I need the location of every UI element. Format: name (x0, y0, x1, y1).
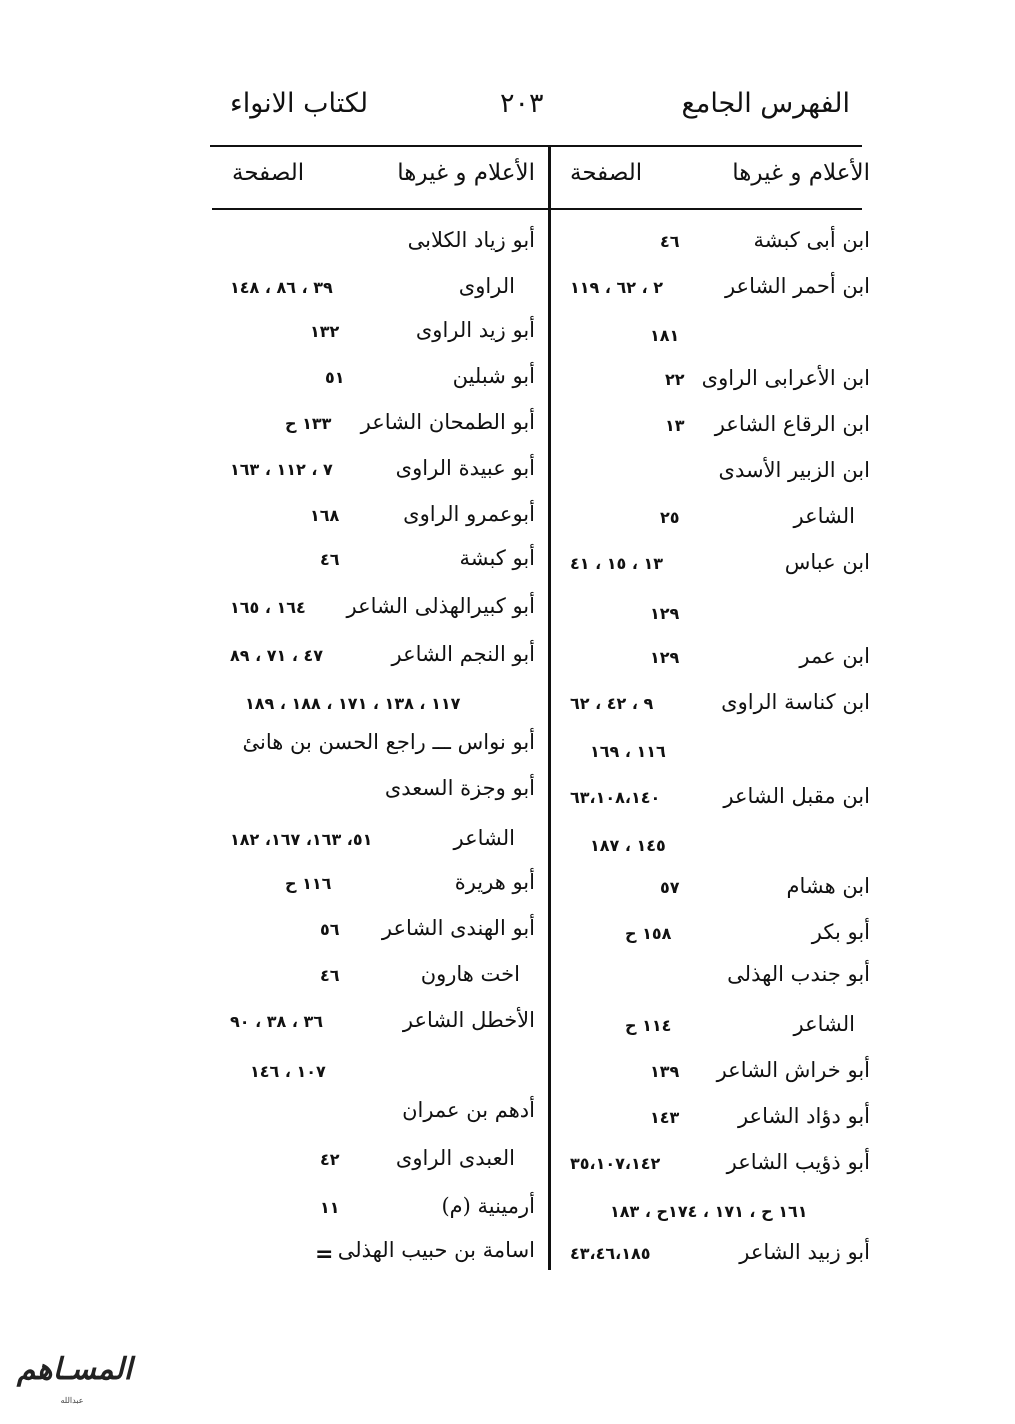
entry-pages: ٣٦ ، ٣٨ ، ٩٠ (230, 1012, 324, 1031)
entry-name: أبو نواس ـــ راجع الحسن بن هانئ (242, 730, 535, 754)
entry-name: أبو شبلين (452, 364, 535, 388)
entry-pages: ١٣٩ (650, 1062, 680, 1081)
index-entry (560, 228, 870, 268)
entry-pages: ٥١ (325, 368, 345, 387)
entry-pages: ١٢٩ (650, 604, 680, 623)
entry-name: ابن الرقاع الشاعر (714, 412, 870, 436)
entry-name: أبو النجم الشاعر (391, 642, 535, 666)
index-entry (560, 550, 870, 590)
index-entry (560, 322, 870, 362)
entry-pages: ٣٥،١٠٧،١٤٢ (570, 1154, 661, 1173)
entry-pages: ١٠٧ ، ١٤٦ (250, 1062, 326, 1081)
stamp-title: المسـاهم (16, 1352, 133, 1387)
entry-name: أبو عبيدة الراوى (395, 456, 535, 480)
entry-pages: ١٣٣ ح (285, 414, 332, 433)
entry-pages: ٣٩ ، ٨٦ ، ١٤٨ (230, 278, 333, 297)
entry-pages: ١٨١ (650, 326, 680, 345)
entry-pages: = (315, 1242, 335, 1267)
stamp-subtitle: عبدالله (60, 1396, 84, 1405)
page-number: ٢٠٣ (500, 88, 544, 119)
entry-pages: ٤٣،٤٦،١٨٥ (570, 1244, 651, 1263)
entry-name: أبو زيد الراوى (415, 318, 535, 342)
index-entry (220, 1058, 535, 1098)
index-entry (220, 546, 535, 586)
index-entry (560, 784, 870, 824)
entry-pages: ٢ ، ٦٢ ، ١١٩ (570, 278, 664, 297)
entry-pages: ٢٢ (665, 370, 685, 389)
index-entry (560, 1012, 870, 1052)
index-entry (220, 594, 535, 634)
entry-pages: ١١٦ ، ١٦٩ (590, 742, 666, 761)
left-names-header: الأعلام و غيرها (397, 160, 535, 186)
index-entry (220, 962, 535, 1002)
index-entry (220, 1146, 535, 1186)
index-entry (220, 730, 535, 770)
entry-pages: ٤٦ (660, 232, 680, 251)
index-entry (220, 318, 535, 358)
entry-pages: ١١ (320, 1198, 340, 1217)
entry-name: أرمينية (م) (441, 1194, 535, 1218)
entry-name: أبو بكر (811, 920, 870, 944)
index-entry (220, 1008, 535, 1048)
entry-name: أبو جندب الهذلى (727, 962, 870, 986)
index-entry (220, 228, 535, 268)
entry-pages: ١٣ ، ١٥ ، ٤١ (570, 554, 664, 573)
index-entry (220, 642, 535, 682)
entry-pages: ٤٦ (320, 550, 340, 569)
entry-name: أبوعمرو الراوى (403, 502, 535, 526)
entry-pages: ٥١، ١٦٣، ١٦٧، ١٨٢ (230, 830, 373, 849)
entry-name: ابن مقبل الشاعر (723, 784, 870, 808)
entry-name: ابن كناسة الراوى (721, 690, 870, 714)
left-pages-header: الصفحة (232, 160, 305, 186)
index-entry (560, 1198, 870, 1238)
index-entry (220, 274, 535, 314)
entry-name: اخت هارون (420, 962, 520, 986)
index-entry (220, 916, 535, 956)
entry-name: أبو الهندى الشاعر (381, 916, 535, 940)
index-entry (220, 456, 535, 496)
entry-name: ابن هشام (786, 874, 870, 898)
entry-pages: ١٢٩ (650, 648, 680, 667)
index-entry (560, 458, 870, 498)
entry-name: أبو خراش الشاعر (716, 1058, 870, 1082)
entry-name: أبو دؤاد الشاعر (737, 1104, 870, 1128)
entry-name: الشاعر (793, 1012, 855, 1036)
entry-name: الشاعر (453, 826, 515, 850)
entry-name: أبو هريرة (454, 870, 535, 894)
index-entry (220, 1194, 535, 1234)
entry-name: اسامة بن حبيب الهذلى (337, 1238, 535, 1262)
entry-pages: ٩ ، ٤٢ ، ٦٢ (570, 694, 654, 713)
entry-pages: ١١٤ ح (625, 1016, 672, 1035)
index-entry (560, 1104, 870, 1144)
library-stamp (12, 1340, 137, 1410)
entry-pages: ١١٧ ، ١٣٨ ، ١٧١ ، ١٨٨ ، ١٨٩ (245, 694, 461, 713)
entry-name: ابن الأعرابى الراوى (701, 366, 870, 390)
index-entry (220, 776, 535, 816)
top-rule (210, 145, 862, 147)
index-entry (560, 962, 870, 1002)
index-entry (560, 1240, 870, 1280)
index-entry (220, 690, 535, 730)
entry-pages: ١٤٥ ، ١٨٧ (590, 836, 666, 855)
index-entry (560, 1150, 870, 1190)
index-entry (220, 826, 535, 866)
entry-pages: ٥٦ (320, 920, 340, 939)
entry-name: الراوى (458, 274, 515, 298)
index-entry (220, 502, 535, 542)
index-entry (560, 274, 870, 314)
right-pages-header: الصفحة (570, 160, 643, 186)
entry-pages: ٤٢ (320, 1150, 340, 1169)
entry-name: أبو زياد الكلابى (407, 228, 535, 252)
entry-pages: ٤٦ (320, 966, 340, 985)
entry-pages: ١٥٨ ح (625, 924, 672, 943)
running-head-book: لكتاب الانواء (230, 88, 369, 119)
entry-name: أبو كبشة (459, 546, 535, 570)
right-names-header: الأعلام و غيرها (732, 160, 870, 186)
entry-pages: ١٣٢ (310, 322, 340, 341)
entry-name: الأخطل الشاعر (402, 1008, 535, 1032)
index-entry (560, 874, 870, 914)
entry-pages: ٥٧ (660, 878, 680, 897)
index-entry (560, 920, 870, 960)
index-entry (220, 1238, 535, 1278)
index-entry (560, 738, 870, 778)
entry-name: الشاعر (793, 504, 855, 528)
entry-name: أبو الطمحان الشاعر (360, 410, 535, 434)
entry-pages: ١٦٤ ، ١٦٥ (230, 598, 306, 617)
entry-name: ابن عباس (784, 550, 870, 574)
index-entry (560, 832, 870, 872)
entry-name: ابن الزبير الأسدى (718, 458, 870, 482)
index-entry (560, 600, 870, 640)
entry-pages: ٢٥ (660, 508, 680, 527)
running-head (210, 88, 860, 128)
index-entry (560, 412, 870, 452)
index-entry (560, 644, 870, 684)
index-entry (560, 504, 870, 544)
entry-name: أبو وجزة السعدى (384, 776, 535, 800)
entry-pages: ٧ ، ١١٢ ، ١٦٣ (230, 460, 333, 479)
entry-name: العبدى الراوى (395, 1146, 515, 1170)
entry-name: ابن عمر (799, 644, 870, 668)
index-entry (220, 870, 535, 910)
index-entry (220, 364, 535, 404)
index-entry (560, 366, 870, 406)
entry-pages: ٤٧ ، ٧١ ، ٨٩ (230, 646, 324, 665)
index-entry (220, 1098, 535, 1138)
entry-pages: ١٣ (665, 416, 685, 435)
entry-name: أبو كبيرالهذلى الشاعر (346, 594, 535, 618)
index-entry (220, 410, 535, 450)
entry-pages: ١٦١ ح ، ١٧١ ، ١٧٤ح ، ١٨٣ (610, 1202, 808, 1221)
entry-name: أدهم بن عمران (402, 1098, 535, 1122)
entry-name: ابن أحمر الشاعر (724, 274, 870, 298)
entry-pages: ٦٣،١٠٨،١٤٠ (570, 788, 661, 807)
entry-name: ابن أبى كبشة (753, 228, 870, 252)
entry-name: أبو ذؤيب الشاعر (726, 1150, 870, 1174)
running-head-title: الفهرس الجامع (681, 88, 850, 119)
index-entry (560, 690, 870, 730)
entry-name: أبو زبيد الشاعر (739, 1240, 870, 1264)
column-divider (548, 147, 551, 1270)
entry-pages: ١١٦ ح (285, 874, 332, 893)
index-entry (560, 1058, 870, 1098)
entry-pages: ١٦٨ (310, 506, 340, 525)
entry-pages: ١٤٣ (650, 1108, 680, 1127)
header-rule (212, 208, 862, 210)
